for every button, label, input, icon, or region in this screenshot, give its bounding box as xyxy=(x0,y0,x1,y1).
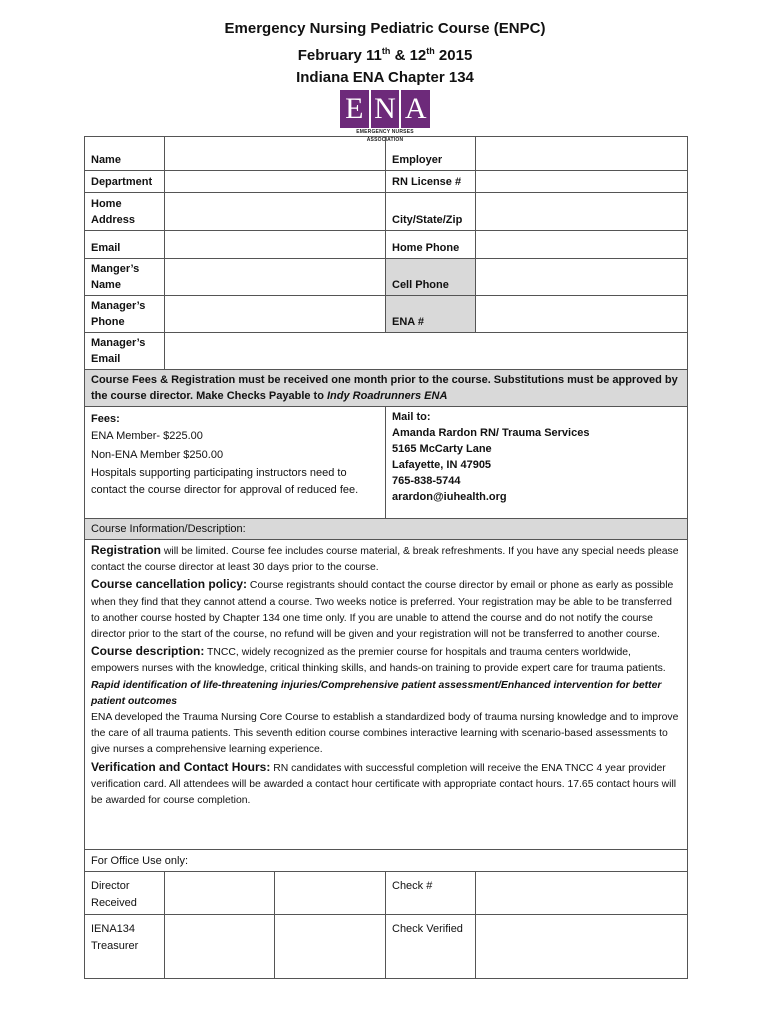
check-number-label: Check # xyxy=(386,872,476,915)
home-phone-field[interactable] xyxy=(476,231,688,259)
logo-letter: A xyxy=(401,90,430,128)
description-paragraph: Course description: TNCC, widely recognized as the premier course for hospitals and trauma centers worldwide, empowers nurses with the knowledge, critical thinking skills, and hands-on training to provide expert care for trauma patients. xyxy=(91,644,666,675)
ena-number-field[interactable] xyxy=(476,296,688,333)
course-info-heading: Course Information/Description: xyxy=(85,519,688,540)
cell-phone-label: Cell Phone xyxy=(386,259,476,296)
home-phone-label: Home Phone xyxy=(386,231,476,259)
employer-label: Employer xyxy=(386,137,476,171)
check-verified-field[interactable] xyxy=(476,915,688,979)
home-address-field[interactable] xyxy=(165,193,386,231)
document-header xyxy=(0,18,770,89)
check-verified-label: Check Verified xyxy=(386,915,476,979)
office-use-heading: For Office Use only: xyxy=(85,850,688,872)
logo-letter: E xyxy=(340,90,371,128)
fees-section xyxy=(85,407,386,519)
course-date: February 11th & 12th 2015 xyxy=(297,46,473,64)
city-state-zip-field[interactable] xyxy=(476,193,688,231)
registration-form xyxy=(84,136,688,979)
manager-phone-label: Manager’s Phone xyxy=(85,296,165,333)
rn-license-label: RN License # xyxy=(386,171,476,193)
mail-to-label: Mail to: xyxy=(392,411,431,423)
mail-to-name: Amanda Rardon RN/ Trauma Services xyxy=(392,427,590,439)
employer-field[interactable] xyxy=(476,137,688,171)
chapter-name: Indiana ENA Chapter 134 xyxy=(296,69,474,86)
treasurer-label: IENA134 Treasurer xyxy=(85,915,165,979)
ena-number-label: ENA # xyxy=(386,296,476,333)
rn-license-field[interactable] xyxy=(476,171,688,193)
home-address-label: Home Address xyxy=(85,193,165,231)
course-title: Emergency Nursing Pediatric Course (ENPC) xyxy=(224,20,546,37)
mail-to-phone: 765-838-5744 xyxy=(392,475,461,487)
course-tagline: Rapid identification of life-threatening injuries/Comprehensive patient assessment/Enhanced intervention for better patient outcomes xyxy=(91,679,662,707)
city-state-zip-label: City/State/Zip xyxy=(386,193,476,231)
fee-non-member: Non-ENA Member $250.00 xyxy=(91,449,224,461)
cell-phone-field[interactable] xyxy=(476,259,688,296)
fee-member: ENA Member- $225.00 xyxy=(91,430,203,442)
registration-paragraph: Registration will be limited. Course fee includes course material, & break refreshments. If you have any special needs please contact the course director at least 30 days prior to the course. xyxy=(91,543,679,574)
department-label: Department xyxy=(85,171,165,193)
logo-letter: N xyxy=(371,90,402,128)
course-info-body xyxy=(85,540,688,850)
email-label: Email xyxy=(85,231,165,259)
ena-development-paragraph: ENA developed the Trauma Nursing Core Course to establish a standardized body of trauma nursing knowledge and to improve the care of all trauma patients. This seventh edition course combines interactive learning with scenario-based assessments to give nurses a comprehensive learning experience. xyxy=(91,712,679,756)
mail-to-city: Lafayette, IN 47905 xyxy=(392,459,492,471)
department-field[interactable] xyxy=(165,171,386,193)
manager-email-label: Manager’s Email xyxy=(85,333,165,370)
treasurer-field-2[interactable] xyxy=(275,915,386,979)
manager-phone-field[interactable] xyxy=(165,296,386,333)
name-field[interactable] xyxy=(165,137,386,171)
ena-logo xyxy=(340,90,430,143)
director-received-field-2[interactable] xyxy=(275,872,386,915)
mail-to-street: 5165 McCarty Lane xyxy=(392,443,492,455)
name-label: Name xyxy=(85,137,165,171)
email-field[interactable] xyxy=(165,231,386,259)
fees-label: Fees: xyxy=(91,413,120,425)
cancellation-paragraph: Course cancellation policy: Course registrants should contact the course director by email or phone as early as possible when they find that they cannot attend a course. Two weeks notice is preferred. Your registration may be able to be transferred to another course hosted by Chapter 134 one time only. If you are unable to attend the course and do not notify the course director prior to the start of the course, no refund will be given and your registration will not be transferred to another course. xyxy=(91,577,674,641)
logo-tagline: EMERGENCY NURSES ASSOCIATION xyxy=(356,129,414,143)
verification-paragraph: Verification and Contact Hours: RN candidates with successful completion will receive the ENA TNCC 4 year provider verification card. All attendees will be awarded a contact hour certificate with appropriate contact hours. 17.65 contact hours will be awarded for course completion. xyxy=(91,759,677,807)
check-number-field[interactable] xyxy=(476,872,688,915)
director-received-field[interactable] xyxy=(165,872,275,915)
mail-to-email: arardon@iuhealth.org xyxy=(392,491,507,503)
director-received-label: Director Received xyxy=(85,872,165,915)
manager-email-field[interactable] xyxy=(165,333,688,370)
manager-name-field[interactable] xyxy=(165,259,386,296)
manager-name-label: Manger’s Name xyxy=(85,259,165,296)
fees-notice: Course Fees & Registration must be received one month prior to the course. Substitutions must be approved by the course director. Make Checks Payable to Indy Roadrunners ENA xyxy=(85,370,688,407)
fee-note: Hospitals supporting participating instructors need to contact the course director for approval of reduced fee. xyxy=(91,467,359,496)
treasurer-field[interactable] xyxy=(165,915,275,979)
mail-to-section xyxy=(386,407,688,519)
